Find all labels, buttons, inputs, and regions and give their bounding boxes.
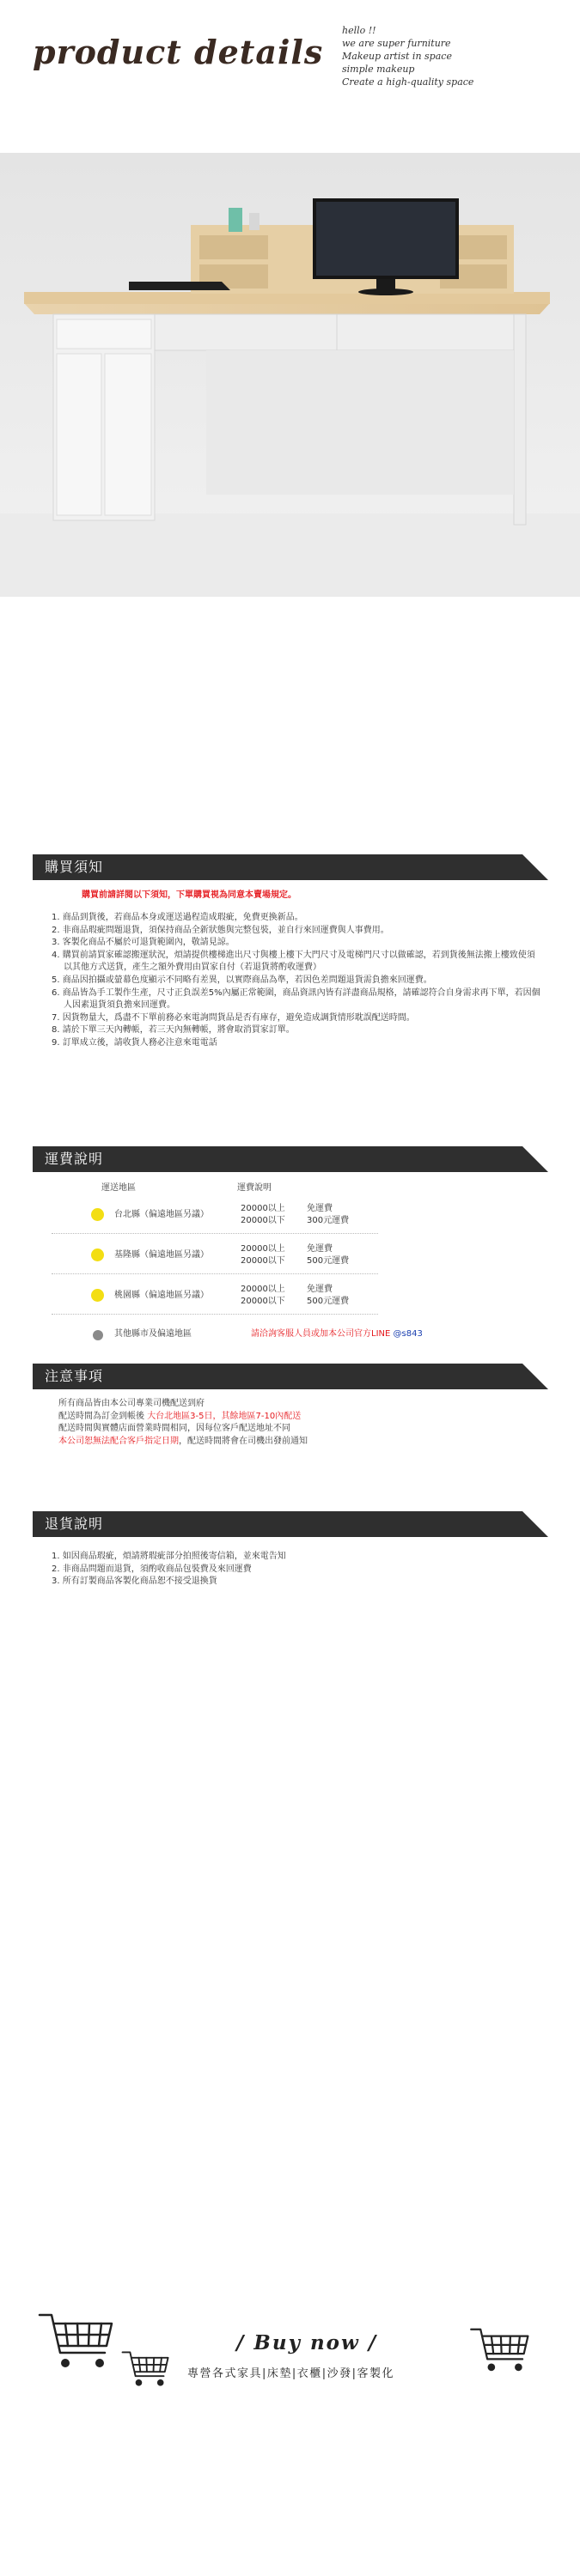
returns-section-header xyxy=(33,1511,548,1537)
list-item: 1. 如因商品瑕疵，煩請將瑕疵部分拍照後寄信箱，並來電告知 xyxy=(52,1552,286,1561)
ship-fee: 免運費 xyxy=(307,1204,333,1213)
notes-heading: 注意事項 xyxy=(45,1368,104,1384)
chevron-corner-icon xyxy=(522,854,548,880)
tagline-line: Makeup artist in space xyxy=(342,51,452,62)
list-item: 3. 所有訂製商品客製化商品恕不接受退換貨 xyxy=(52,1577,217,1587)
footer-subtitle: 專營各式家具|床墊|衣櫃|沙發|客製化 xyxy=(187,2367,395,2380)
purchase-rules xyxy=(52,912,541,1050)
notes-line xyxy=(58,1411,540,1424)
notes-line: 配送時間與實體店面營業時間相同，因每位客戶配送地址不同 xyxy=(58,1424,290,1434)
col-header-fee: 運費說明 xyxy=(237,1183,272,1193)
tagline-line: hello !! xyxy=(342,25,376,36)
notes-body xyxy=(58,1398,540,1448)
page-title: product details xyxy=(33,33,324,71)
tagline-line: simple makeup xyxy=(342,64,415,75)
shopping-cart-icon xyxy=(468,2325,533,2383)
list-item: 5. 商品因拍攝或螢幕色度顯示不同略有差異，以實際商品為準，若因色差問題退貨需負擔來回運費。 xyxy=(52,975,432,985)
ship-other-note xyxy=(251,1328,423,1341)
list-item: 1. 商品到貨後，若商品本身或運送過程造成瑕疵，免費更換新品。 xyxy=(52,913,303,922)
notes-highlight: 本公司恕無法配合客戶指定日期 xyxy=(58,1436,179,1446)
notes-line: 所有商品皆由本公司專業司機配送到府 xyxy=(58,1399,205,1408)
row-divider xyxy=(52,1273,378,1274)
col-header-area: 運送地區 xyxy=(101,1183,136,1193)
notes-highlight: 大台北地區3-5日，其餘地區7-10內配送 xyxy=(147,1411,302,1421)
chevron-corner-icon xyxy=(522,1511,548,1537)
list-item: 2. 非商品問題而退貨，須酌收商品包裝費及來回運費 xyxy=(52,1564,252,1574)
product-photo xyxy=(0,153,580,597)
list-item: 7. 因貨物量大，爲盡不下單前務必來電詢問貨品是否有庫存，避免造成調貨情形耽誤配送時間。 xyxy=(52,1012,415,1023)
purchase-section-header xyxy=(33,854,548,880)
ship-cond: 20000以上 xyxy=(241,1244,285,1254)
buy-now-link[interactable]: / Buy now / xyxy=(236,2331,378,2354)
shopping-cart-icon xyxy=(120,2348,172,2396)
notes-line xyxy=(58,1436,540,1449)
tagline-line: we are super furniture xyxy=(342,38,451,49)
ship-fee: 免運費 xyxy=(307,1244,333,1254)
notes-line-suffix: ，配送時間將會在司機出發前通知 xyxy=(179,1436,308,1446)
ship-area: 基隆縣（偏遠地區另議） xyxy=(114,1250,209,1260)
ship-area: 台北縣（偏遠地區另議） xyxy=(114,1210,209,1219)
chevron-corner-icon xyxy=(522,1364,548,1389)
returns-body xyxy=(52,1551,533,1589)
purchase-notice: 購買前請詳閱以下須知，下單購買視為同意本賣場規定。 xyxy=(82,890,296,900)
shipping-section-header xyxy=(33,1146,548,1172)
ship-cond: 20000以下 xyxy=(241,1256,285,1266)
list-item: 9. 訂單成立後，請收貨人務必注意來電電話 xyxy=(52,1037,217,1048)
ship-cond: 20000以下 xyxy=(241,1297,285,1306)
bullet-dot-icon xyxy=(91,1208,104,1221)
list-item: 2. 非商品瑕疵問題退貨，須保持商品全新狀態與完整包裝，並自行來回運費與人事費用。 xyxy=(52,925,389,935)
list-item: 3. 客製化商品不屬於可退貨範圍內，敬請見諒。 xyxy=(52,938,235,948)
list-item: 4. 購買前請買家確認搬運狀況，煩請提供樓梯進出尺寸與樓上樓下大門尺寸及電梯門尺寸以做確認，若到貨後無法搬上樓致使須以其他方式送貨，產生之額外費用由買家自付（若退貨將酌收運費） xyxy=(52,950,535,973)
list-item: 8. 請於下單三天內轉帳，若三天內無轉帳，將會取消買家訂單。 xyxy=(52,1025,295,1036)
shopping-cart-icon xyxy=(36,2310,118,2383)
ship-area: 桃園縣（偏遠地區另議） xyxy=(114,1291,209,1300)
list-item: 6. 商品皆為手工製作生產，尺寸正負誤差5%內屬正常範圍，商品資訊內皆有詳盡商品規格，請確認符合自身需求再下單，若因個人因素退貨須負擔來回運費。 xyxy=(52,987,540,1011)
notes-line-prefix: 配送時間為訂金到帳後 xyxy=(58,1411,144,1421)
ship-fee: 300元運費 xyxy=(307,1216,350,1225)
row-divider xyxy=(52,1233,378,1234)
notes-section-header xyxy=(33,1364,548,1389)
ship-cond: 20000以上 xyxy=(241,1204,285,1213)
row-divider xyxy=(52,1314,378,1315)
chevron-corner-icon xyxy=(522,1146,548,1172)
line-id: @s843 xyxy=(393,1329,423,1339)
ship-fee: 免運費 xyxy=(307,1285,333,1294)
bullet-dot-icon xyxy=(93,1330,103,1340)
returns-heading: 退貨說明 xyxy=(45,1516,104,1532)
ship-fee: 500元運費 xyxy=(307,1256,350,1266)
shipping-heading: 運費說明 xyxy=(45,1151,104,1167)
bullet-dot-icon xyxy=(91,1249,104,1261)
ship-cond: 20000以下 xyxy=(241,1216,285,1225)
tagline-line: Create a high-quality space xyxy=(342,76,474,88)
ship-fee: 500元運費 xyxy=(307,1297,350,1306)
header-tagline xyxy=(342,24,473,88)
ship-cond: 20000以上 xyxy=(241,1285,285,1294)
ship-area: 其他縣市及偏遠地區 xyxy=(114,1329,192,1339)
bullet-dot-icon xyxy=(91,1289,104,1302)
other-note-text: 請洽詢客服人員或加本公司官方LINE xyxy=(251,1329,391,1339)
purchase-heading: 購買須知 xyxy=(45,859,104,875)
